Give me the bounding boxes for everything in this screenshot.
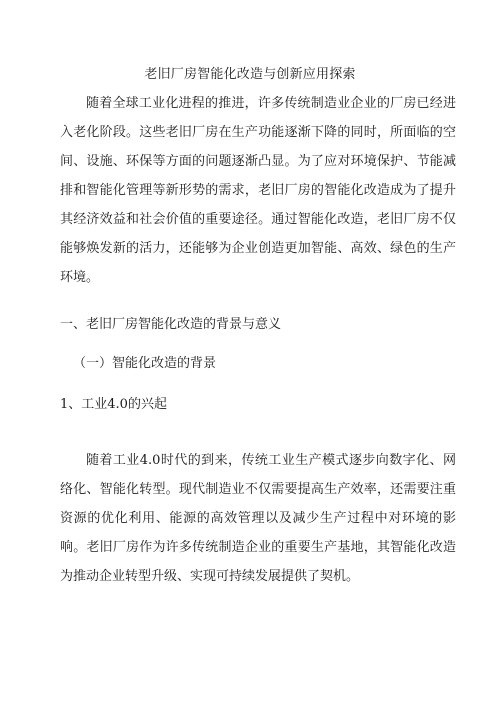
section-heading: 一、老旧厂房智能化改造的背景与意义 [60, 317, 282, 332]
body-paragraph: 随着工业4.0时代的到来，传统工业生产模式逐步向数字化、网络化、智能化转型。现代制造业不仅需要提高生产效率，还需要注重资源的优化利用、能源的高效管理以及减少生产过程中对环境的影响。老旧厂房作为许多传统制造企业的重要生产基地，其智能化改造为推动企业转型升级、实现可持续发展提供了契机。 [60, 453, 456, 584]
item-heading: 1、工业4.0的兴起 [60, 397, 167, 412]
document-title: 老旧厂房智能化改造与创新应用探索 [144, 67, 356, 82]
intro-paragraph: 随着全球工业化进程的推进，许多传统制造业企业的厂房已经进入老化阶段。这些老旧厂房在生产功能逐渐下降的同时，所面临的空间、设施、环保等方面的问题逐渐凸显。为了应对环境保护、节能减排和智能化管理等新形势的需求，老旧厂房的智能化改造成为了提升其经济效益和社会价值的重要途径。通过智能化改造，老旧厂房不仅能够焕发新的活力，还能够为企业创造更加智能、高效、绿色的生产环境。 [60, 96, 456, 285]
subsection-heading: （一）智能化改造的背景 [73, 356, 217, 371]
